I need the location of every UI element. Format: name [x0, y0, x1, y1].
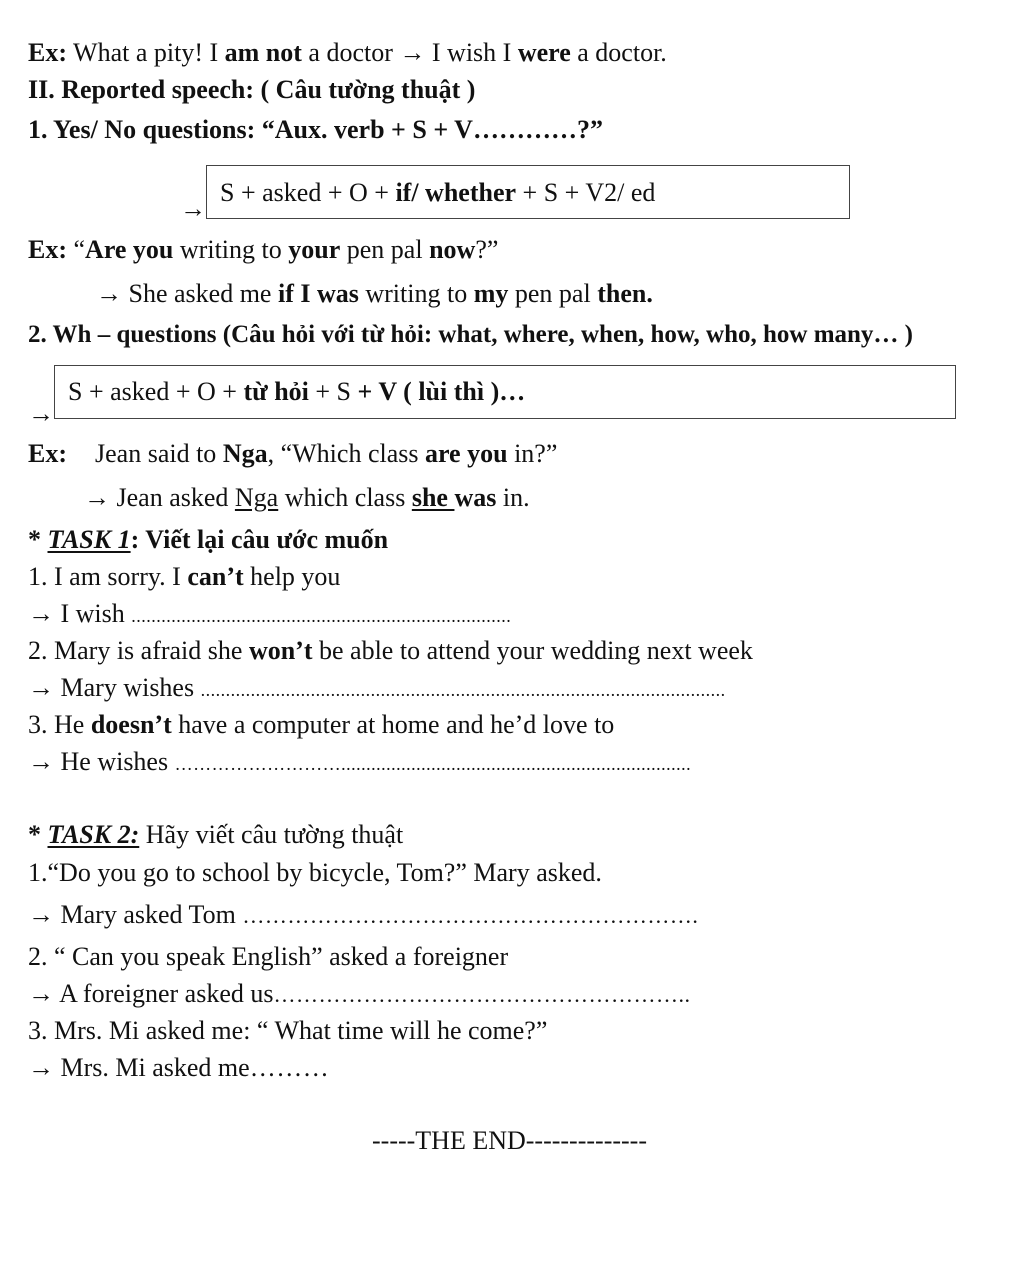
task2-item-3-answer[interactable]: → Mrs. Mi asked me……… — [28, 1053, 330, 1082]
task2-item-3-question: 3. Mrs. Mi asked me: “ What time will he come?” — [28, 1016, 548, 1045]
wish-example: Ex: What a pity! I am not a doctor → I wish I were a doctor. — [28, 38, 667, 67]
arrow-icon: → — [84, 483, 110, 512]
arrow-icon: → — [399, 38, 426, 67]
arrow-icon: → — [28, 979, 54, 1008]
wh-example: Ex: Jean said to Nga, “Which class are you in?” — [28, 439, 558, 468]
yes-no-formula: S + asked + O + if/ whether + S + V2/ ed — [220, 178, 656, 207]
ex-label: Ex: — [28, 38, 67, 67]
yes-no-answer: → She asked me if I was writing to my pen pal then. — [96, 279, 653, 308]
task1-item-2-answer[interactable]: → Mary wishes ......................................................................................................... — [28, 673, 726, 702]
task1-heading: * TASK 1: Viết lại câu ước muốn — [28, 525, 389, 554]
task2-item-2-answer[interactable]: → A foreigner asked us……………………………………………….. — [28, 979, 691, 1008]
yes-no-heading: 1. Yes/ No questions: “Aux. verb + S + V…………?” — [28, 115, 603, 144]
task2-item-1-answer[interactable]: → Mary asked Tom ……………………………………………………. — [28, 900, 699, 929]
task1-item-3-answer[interactable]: → He wishes ………………………...................................................................... — [28, 747, 692, 776]
arrow-icon: → — [28, 599, 54, 628]
task2-item-2-question: 2. “ Can you speak English” asked a foreigner — [28, 942, 509, 971]
task1-item-3-question: 3. He doesn’t have a computer at home and he’d love to — [28, 710, 615, 739]
wh-answer: → Jean asked Nga which class she was in. — [84, 483, 530, 512]
arrow-icon: → — [28, 1053, 54, 1082]
task1-item-1-question: 1. I am sorry. I can’t help you — [28, 562, 341, 591]
task1-item-1-answer[interactable]: → I wish ............................................................................ — [28, 599, 512, 628]
arrow-icon: → — [28, 673, 54, 702]
arrow-icon: → — [28, 747, 54, 776]
section-heading-reported-speech: II. Reported speech: ( Câu tường thuật ) — [28, 75, 476, 104]
wh-heading: 2. Wh – questions (Câu hỏi với từ hỏi: what, where, when, how, who, how many… ) — [28, 321, 913, 348]
wh-formula: S + asked + O + từ hỏi + S + V ( lùi thì )… — [68, 377, 526, 406]
the-end: -----THE END-------------- — [372, 1126, 647, 1155]
arrow-icon: → — [28, 399, 54, 428]
task2-heading: * TASK 2: Hãy viết câu tường thuật — [28, 820, 404, 849]
task2-item-1-question: 1.“Do you go to school by bicycle, Tom?” Mary asked. — [28, 858, 602, 887]
yes-no-example: Ex: “Are you writing to your pen pal now?” — [28, 235, 499, 264]
task1-item-2-question: 2. Mary is afraid she won’t be able to attend your wedding next week — [28, 636, 753, 665]
arrow-icon: → — [96, 279, 122, 308]
arrow-icon: → — [28, 900, 54, 929]
arrow-icon: → — [180, 194, 206, 223]
